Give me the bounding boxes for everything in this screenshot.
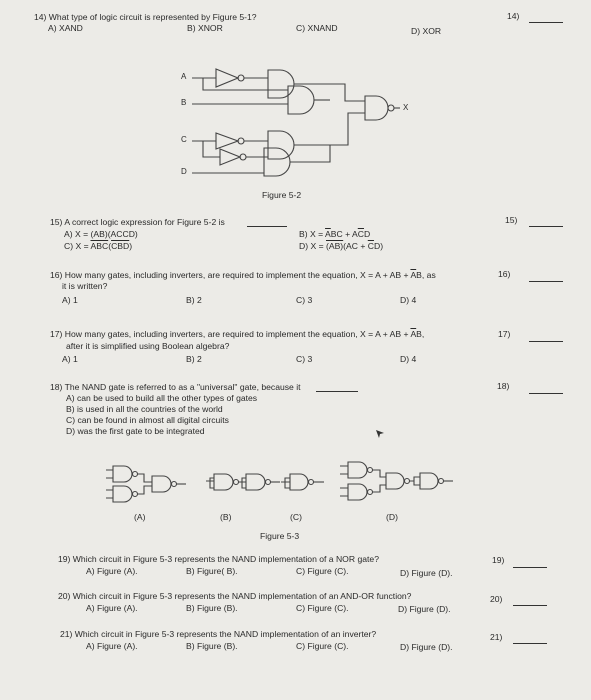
q20-number: 20) [490,594,503,604]
q14-option-b: B) XNOR [187,23,223,33]
q20-stem: 20) Which circuit in Figure 5-3 represents the NAND implementation of an AND-OR function? [58,591,412,601]
q14-option-a: A) XAND [48,23,83,33]
q21-option-b: B) Figure (B). [186,641,238,651]
q16-option-d: D) 4 [400,295,417,305]
q19-option-d: D) Figure (D). [400,568,453,578]
q16-option-c: C) 3 [296,295,313,305]
q16-line1: 16) How many gates, including inverters, are required to implement the equation, X = A + AB + $\overline{A}B$, as [50,270,436,280]
q15-option-d: D) $X = (AB)(AC + \overline{C}D)$ [299,241,384,251]
q19-number: 19) [492,555,505,565]
q19-option-b: B) Figure( B). [186,566,238,576]
q14-option-c: C) XNAND [296,23,338,33]
q17-number: 17) [498,329,511,339]
fig52-input-b: B [181,98,187,107]
q19-stem: 19) Which circuit in Figure 5-3 represents the NAND implementation of a NOR gate? [58,554,379,564]
q18-option-c: C) can be found in almost all digital circuits [66,415,229,425]
q18-option-a: A) can be used to build all the other types of gates [66,393,258,403]
fig52-input-a: A [181,72,187,81]
q16-line2: it is written? [62,281,108,291]
q18-option-b: B) is used in all the countries of the world [66,404,223,414]
q17-option-d: D) 4 [400,354,417,364]
fig53-label-a: (A) [134,512,146,522]
q16-option-b: B) 2 [186,295,202,305]
fig53-label-d: (D) [386,512,398,522]
q15-option-c: C) $X = \overline{ABC}(\overline{CBD})$ [64,241,133,251]
q17-option-b: B) 2 [186,354,202,364]
q14-option-d: D) XOR [411,26,442,36]
q20-answer-blank[interactable] [513,605,547,606]
fig52-caption: Figure 5-2 [262,190,302,200]
q16-option-a: A) 1 [62,295,78,305]
q17-option-a: A) 1 [62,354,78,364]
q15-option-b: B) $X = \overline{A}BC + A\overline{C}D$ [299,229,371,239]
fig52-input-c: C [181,135,187,144]
q17-line1: 17) How many gates, including inverters, are required to implement the equation, X = A + AB + $\overline{A}B$, [50,329,425,339]
q15-number: 15) [505,215,518,225]
fig52-input-d: D [181,167,187,176]
fig52-output-x: X [403,103,409,112]
q16-number: 16) [498,269,511,279]
q21-answer-blank[interactable] [513,643,547,644]
q18-option-d: D) was the first gate to be integrated [66,426,205,436]
q15-stem: 15) A correct logic expression for Figure 5-2 is [50,217,225,227]
q21-option-d: D) Figure (D). [400,642,453,652]
fig53-label-c: (C) [290,512,302,522]
q20-option-a: A) Figure (A). [86,603,138,613]
q14-stem: 14) What type of logic circuit is represented by Figure 5-1? [34,12,257,22]
q21-option-c: C) Figure (C). [296,641,349,651]
fig53-label-b: (B) [220,512,232,522]
q20-option-c: C) Figure (C). [296,603,349,613]
q21-stem: 21) Which circuit in Figure 5-3 represents the NAND implementation of an inverter? [60,629,377,639]
q19-answer-blank[interactable] [513,567,547,568]
q19-option-a: A) Figure (A). [86,566,138,576]
q17-option-c: C) 3 [296,354,313,364]
q20-option-b: B) Figure (B). [186,603,238,613]
q21-option-a: A) Figure (A). [86,641,138,651]
fig53-caption: Figure 5-3 [260,531,300,541]
q18-number: 18) [497,381,510,391]
q17-line2: after it is simplified using Boolean algebra? [66,341,230,351]
q18-stem: 18) The NAND gate is referred to as a "universal" gate, because it [50,382,301,392]
q15-option-a: A) X = (AB)(ACCD) [64,229,138,239]
q21-number: 21) [490,632,503,642]
q14-number: 14) [507,11,520,21]
q19-option-c: C) Figure (C). [296,566,349,576]
q20-option-d: D) Figure (D). [398,604,451,614]
